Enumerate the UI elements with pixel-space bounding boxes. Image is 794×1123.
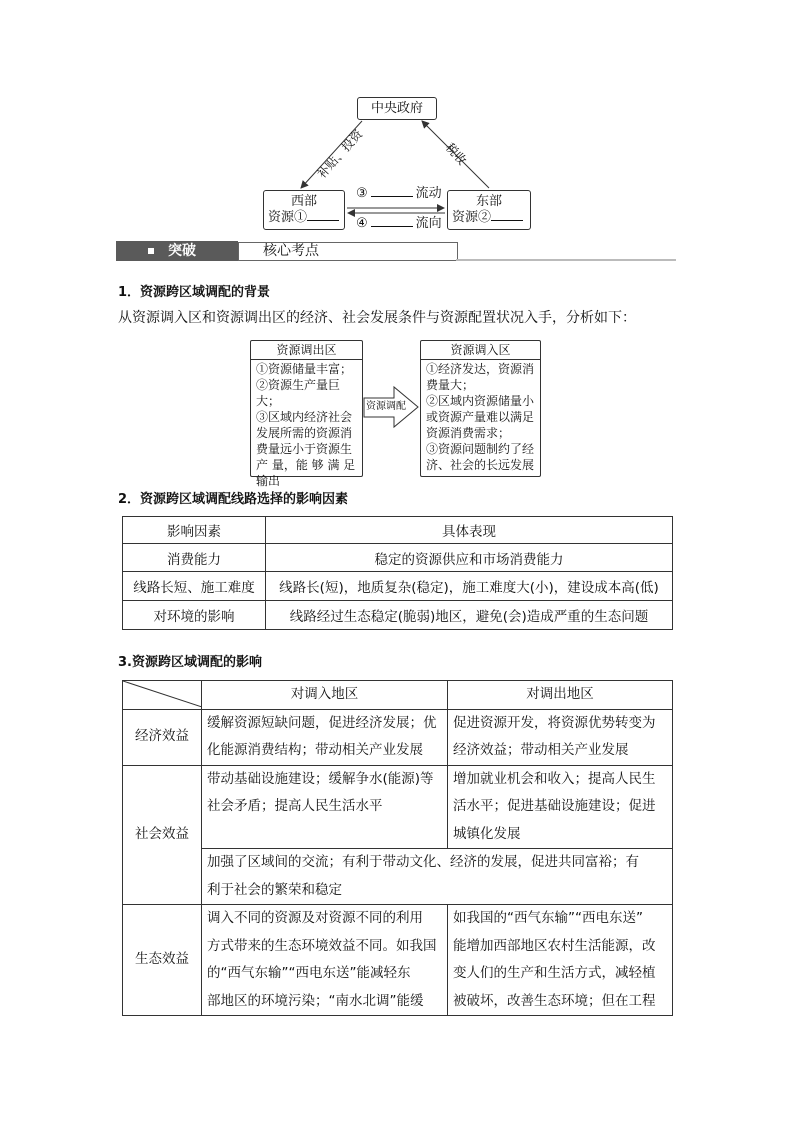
eco-export: 如我国的“西气东输”“西电东送” 能增加西部地区农村生活能源，改 变人们的生产和生活方式，减轻植 被破坏，改善生态环境；但在工程 xyxy=(448,905,673,1016)
list-item: 产 量，能 够 满 足 xyxy=(256,458,356,472)
row-factor: 消费能力 xyxy=(123,544,266,572)
east-name: 东部 xyxy=(475,194,502,209)
table-header-row xyxy=(123,517,673,544)
export-region-box xyxy=(250,340,363,488)
factors-table xyxy=(122,516,673,630)
import-region-list xyxy=(421,360,540,474)
table-row xyxy=(123,572,673,601)
social-import: 带动基础设施建设；缓解争水(能源)等 社会矛盾；提高人民生活水平 xyxy=(202,765,448,849)
east-resource: 资源② xyxy=(448,210,530,226)
header-factor: 影响因素 xyxy=(123,517,266,544)
eco-label: 生态效益 xyxy=(123,905,202,1016)
table-row xyxy=(123,905,673,1016)
list-item: ②区域内资源储量小 xyxy=(426,394,535,408)
table-row xyxy=(123,765,673,849)
list-item: 济、社会的长远发展 xyxy=(426,458,535,472)
econ-import: 缓解资源短缺问题，促进经济发展；优 化能源消费结构；带动相关产业发展 xyxy=(202,709,448,765)
export-region-list xyxy=(251,360,362,490)
list-item: ①资源储量丰富； xyxy=(256,362,353,376)
econ-label: 经济效益 xyxy=(123,709,202,765)
row-detail: 线路长(短)，地质复杂(稳定)，施工难度大(小)，建设成本高(低) xyxy=(266,572,673,601)
subsidy-label: 补贴、投资 xyxy=(314,127,366,181)
table-row xyxy=(123,601,673,630)
section1-heading: 1．资源跨区域调配的背景 xyxy=(118,285,271,300)
section-banner xyxy=(116,241,676,261)
export-region-title: 资源调出区 xyxy=(251,341,362,360)
list-item: ①经济发达，资源消 xyxy=(426,362,535,376)
list-item: 输出 xyxy=(256,474,281,488)
table-row xyxy=(123,544,673,572)
import-region-title: 资源调入区 xyxy=(421,341,540,360)
eco-import: 调入不同的资源及对资源不同的利用 方式带来的生态环境效益不同。如我国 的“西气东输”“西电东送”能减轻东 部地区的环境污染；“南水北调”能缓 xyxy=(202,905,448,1016)
social-both: 加强了区域间的交流；有利于带动文化、经济的发展，促进共同富裕；有 利于社会的繁荣和稳定 xyxy=(202,849,673,905)
square-bullet-icon xyxy=(148,248,154,254)
banner-rule xyxy=(456,259,676,261)
list-item: ②资源生产量巨大； xyxy=(256,378,341,408)
allocation-arrow-label: 资源调配 xyxy=(366,401,406,412)
row-factor: 线路长短、施工难度 xyxy=(123,572,266,601)
tax-label: 税收 xyxy=(442,140,470,168)
list-item: ③资源问题制约了经 xyxy=(426,442,535,456)
econ-export: 促进资源开发，将资源优势转变为 经济效益；带动相关产业发展 xyxy=(448,709,673,765)
flow-bottom-label: ④ 流向 xyxy=(356,216,442,231)
impact-table xyxy=(122,680,673,1016)
list-item: 资源消费需求； xyxy=(426,426,511,440)
row-detail: 稳定的资源供应和市场消费能力 xyxy=(266,544,673,572)
list-item: 费量远小于资源生 xyxy=(256,442,353,456)
flow-top-label: ③ 流动 xyxy=(356,186,442,201)
table-row xyxy=(123,849,673,905)
social-export: 增加就业机会和收入；提高人民生 活水平；促进基础设施建设；促进 城镇化发展 xyxy=(448,765,673,849)
list-item: 发展所需的资源消 xyxy=(256,426,353,440)
list-item: 费量大； xyxy=(426,378,475,392)
row-detail: 线路经过生态稳定(脆弱)地区，避免(会)造成严重的生态问题 xyxy=(266,601,673,630)
section3-heading: 3.资源跨区域调配的影响 xyxy=(118,655,262,670)
import-region-box xyxy=(420,340,541,477)
central-government-label: 中央政府 xyxy=(370,101,423,116)
banner-right: 核心考点 xyxy=(238,242,458,261)
banner-left: 突破 xyxy=(116,241,238,261)
header-export: 对调出地区 xyxy=(448,681,673,710)
list-item: ③区域内经济社会 xyxy=(256,410,353,424)
section1-intro: 从资源调入区和资源调出区的经济、社会发展条件与资源配置状况入手，分析如下： xyxy=(118,310,636,326)
diagonal-header-cell xyxy=(123,681,202,710)
west-resource: 资源① xyxy=(264,210,344,226)
header-import: 对调入地区 xyxy=(202,681,448,710)
table-row xyxy=(123,709,673,765)
west-name: 西部 xyxy=(290,194,317,209)
list-item: 或资源产量难以满足 xyxy=(426,410,535,424)
row-factor: 对环境的影响 xyxy=(123,601,266,630)
social-label: 社会效益 xyxy=(123,765,202,905)
table-header-row xyxy=(123,681,673,710)
section2-heading: 2．资源跨区域调配线路选择的影响因素 xyxy=(118,492,349,507)
header-detail: 具体表现 xyxy=(266,517,673,544)
